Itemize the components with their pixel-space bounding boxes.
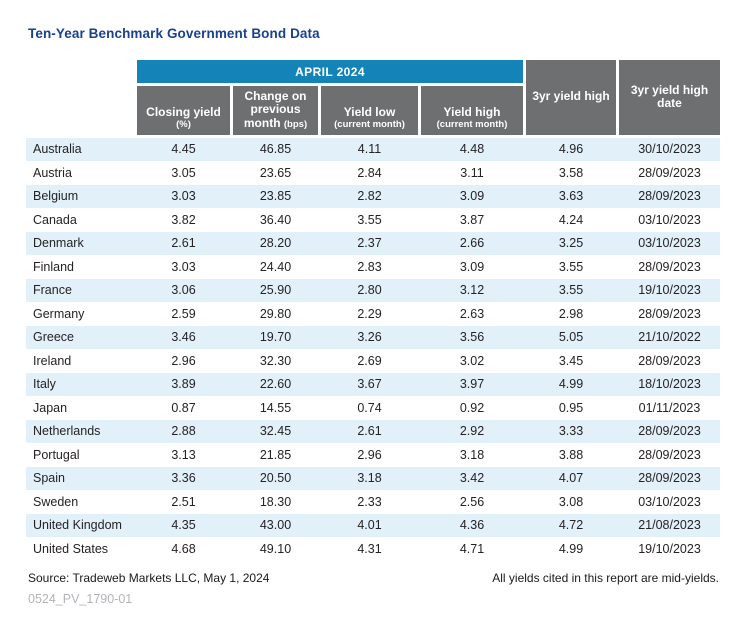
- column-header-sublabel: (current month): [436, 119, 508, 130]
- value-cell: 32.45: [259, 424, 292, 439]
- country-cell: Belgium: [33, 189, 79, 204]
- value-cell: 3.46: [171, 330, 196, 345]
- mid-yields-note: All yields cited in this report are mid-yields.: [492, 571, 719, 585]
- country-cell: Austria: [33, 166, 72, 181]
- value-cell: 03/10/2023: [638, 236, 701, 251]
- value-cell: 49.10: [259, 542, 292, 557]
- value-cell: 4.48: [459, 142, 485, 157]
- value-cell: 4.72: [558, 518, 584, 533]
- country-cell: Spain: [33, 471, 65, 486]
- table-row: [26, 232, 720, 256]
- value-cell: 2.69: [357, 354, 382, 369]
- value-cell: 3.03: [171, 189, 196, 204]
- table-row: [26, 279, 720, 303]
- value-cell: 3.09: [459, 260, 485, 275]
- value-cell: 3.02: [459, 354, 485, 369]
- value-cell: 3.06: [171, 283, 196, 298]
- value-cell: 19/10/2023: [638, 542, 701, 557]
- value-cell: 4.45: [171, 142, 196, 157]
- value-cell: 3.08: [558, 495, 584, 510]
- value-cell: 03/10/2023: [638, 213, 701, 228]
- value-cell: 2.59: [171, 307, 196, 322]
- value-cell: 4.36: [459, 518, 485, 533]
- column-header-closing-yield: [137, 86, 230, 135]
- value-cell: 3.26: [357, 330, 382, 345]
- value-cell: 4.11: [357, 142, 382, 157]
- value-cell: 3.45: [558, 354, 584, 369]
- value-cell: 3.25: [558, 236, 584, 251]
- country-cell: Italy: [33, 377, 56, 392]
- value-cell: 4.35: [171, 518, 196, 533]
- value-cell: 36.40: [259, 213, 292, 228]
- value-cell: 4.31: [357, 542, 382, 557]
- value-cell: 2.82: [357, 189, 382, 204]
- value-cell: 4.99: [558, 542, 584, 557]
- column-header-sublabel: (bps): [283, 118, 308, 130]
- value-cell: 23.85: [259, 189, 292, 204]
- value-cell: 2.37: [357, 236, 382, 251]
- table-row: [26, 162, 720, 186]
- value-cell: 3.09: [459, 189, 485, 204]
- value-cell: 3.42: [459, 471, 485, 486]
- value-cell: 3.88: [558, 448, 584, 463]
- value-cell: 28/09/2023: [638, 307, 701, 322]
- value-cell: 4.68: [171, 542, 196, 557]
- value-cell: 3.56: [459, 330, 485, 345]
- table-row: [26, 397, 720, 421]
- value-cell: 3.18: [357, 471, 382, 486]
- value-cell: 43.00: [259, 518, 292, 533]
- table-row: [26, 138, 720, 162]
- value-cell: 2.29: [357, 307, 382, 322]
- bond-data-table: [26, 60, 720, 561]
- value-cell: 20.50: [259, 471, 292, 486]
- value-cell: 0.92: [459, 401, 485, 416]
- value-cell: 28/09/2023: [638, 354, 701, 369]
- value-cell: 29.80: [259, 307, 292, 322]
- value-cell: 46.85: [259, 142, 292, 157]
- country-cell: Germany: [33, 307, 85, 322]
- value-cell: 2.61: [171, 236, 196, 251]
- table-header: [26, 60, 720, 135]
- column-header-label: 3yr yield high: [532, 89, 610, 104]
- country-cell: Ireland: [33, 354, 72, 369]
- table-row: [26, 491, 720, 515]
- value-cell: 3.55: [357, 213, 382, 228]
- value-cell: 25.90: [259, 283, 292, 298]
- value-cell: 4.07: [558, 471, 584, 486]
- page-title: Ten-Year Benchmark Government Bond Data: [28, 26, 320, 41]
- value-cell: 2.61: [357, 424, 382, 439]
- column-header-sublabel: (current month): [334, 119, 405, 130]
- value-cell: 2.56: [459, 495, 485, 510]
- value-cell: 21/08/2023: [638, 518, 701, 533]
- value-cell: 24.40: [259, 260, 292, 275]
- value-cell: 3.12: [459, 283, 485, 298]
- value-cell: 2.66: [459, 236, 485, 251]
- value-cell: 18.30: [259, 495, 292, 510]
- value-cell: 28.20: [259, 236, 292, 251]
- column-header-3yr-yield-high-date: [619, 60, 720, 135]
- country-cell: Australia: [33, 142, 82, 157]
- value-cell: 2.88: [171, 424, 196, 439]
- value-cell: 3.97: [459, 377, 485, 392]
- value-cell: 4.24: [558, 213, 584, 228]
- column-header-label: Yield high: [443, 104, 501, 119]
- value-cell: 14.55: [259, 401, 292, 416]
- value-cell: 2.96: [171, 354, 196, 369]
- value-cell: 3.89: [171, 377, 196, 392]
- value-cell: 4.01: [357, 518, 382, 533]
- value-cell: 30/10/2023: [638, 142, 701, 157]
- value-cell: 28/09/2023: [638, 424, 701, 439]
- country-cell: Canada: [33, 213, 77, 228]
- country-cell: United States: [33, 542, 109, 557]
- column-header-label: Yield low: [343, 104, 396, 119]
- column-header-yield-high: [421, 86, 523, 135]
- period-header-band: [137, 60, 523, 83]
- value-cell: 2.33: [357, 495, 382, 510]
- table-row: [26, 373, 720, 397]
- value-cell: 2.63: [459, 307, 485, 322]
- value-cell: 3.18: [459, 448, 485, 463]
- value-cell: 3.11: [460, 166, 484, 181]
- country-cell: United Kingdom: [33, 518, 122, 533]
- value-cell: 4.71: [459, 542, 485, 557]
- value-cell: 0.95: [558, 401, 584, 416]
- table-row: [26, 256, 720, 280]
- value-cell: 3.13: [171, 448, 196, 463]
- value-cell: 21.85: [259, 448, 292, 463]
- source-line: Source: Tradeweb Markets LLC, May 1, 2024: [28, 571, 270, 585]
- table-row: [26, 514, 720, 538]
- table-row: [26, 467, 720, 491]
- value-cell: 3.63: [558, 189, 584, 204]
- value-cell: 3.33: [558, 424, 584, 439]
- table-row: [26, 420, 720, 444]
- table-row: [26, 326, 720, 350]
- value-cell: 2.92: [459, 424, 485, 439]
- table-row: [26, 303, 720, 327]
- value-cell: 2.80: [357, 283, 382, 298]
- table-row: [26, 444, 720, 468]
- column-header-label: 3yr yield high date: [630, 82, 709, 110]
- country-cell: Japan: [33, 401, 68, 416]
- value-cell: 28/09/2023: [638, 448, 701, 463]
- document-code: 0524_PV_1790-01: [28, 592, 133, 606]
- value-cell: 28/09/2023: [638, 166, 701, 181]
- value-cell: 3.36: [171, 471, 196, 486]
- value-cell: 2.96: [357, 448, 382, 463]
- value-cell: 2.83: [357, 260, 382, 275]
- value-cell: 3.82: [171, 213, 196, 228]
- value-cell: 23.65: [259, 166, 292, 181]
- country-cell: Denmark: [33, 236, 84, 251]
- value-cell: 28/09/2023: [638, 189, 701, 204]
- value-cell: 03/10/2023: [638, 495, 701, 510]
- table-row: [26, 350, 720, 374]
- value-cell: 01/11/2023: [638, 401, 701, 416]
- country-cell: Sweden: [33, 495, 79, 510]
- value-cell: 3.67: [357, 377, 382, 392]
- value-cell: 19.70: [259, 330, 292, 345]
- value-cell: 3.58: [558, 166, 584, 181]
- value-cell: 4.99: [558, 377, 584, 392]
- column-header-3yr-yield-high: [526, 60, 616, 135]
- value-cell: 28/09/2023: [638, 260, 701, 275]
- value-cell: 22.60: [259, 377, 292, 392]
- value-cell: 2.84: [357, 166, 382, 181]
- value-cell: 3.87: [459, 213, 485, 228]
- table-row: [26, 209, 720, 233]
- column-header-label: Change on previous month (bps): [243, 88, 308, 130]
- value-cell: 5.05: [558, 330, 584, 345]
- table-row: [26, 185, 720, 209]
- table-body: [26, 138, 720, 561]
- column-header-change-on-previous-month: [233, 86, 318, 135]
- column-header-sublabel: (%): [176, 119, 191, 130]
- period-header-label: APRIL 2024: [295, 64, 365, 79]
- value-cell: 3.55: [558, 260, 584, 275]
- country-cell: Portugal: [33, 448, 80, 463]
- country-cell: Greece: [33, 330, 74, 345]
- value-cell: 21/10/2022: [638, 330, 701, 345]
- value-cell: 3.03: [171, 260, 196, 275]
- value-cell: 4.96: [558, 142, 584, 157]
- value-cell: 2.51: [171, 495, 196, 510]
- value-cell: 32.30: [259, 354, 292, 369]
- value-cell: 3.05: [171, 166, 196, 181]
- value-cell: 0.87: [171, 401, 196, 416]
- value-cell: 19/10/2023: [638, 283, 701, 298]
- column-header-label: Closing yield: [146, 104, 221, 119]
- country-cell: France: [33, 283, 72, 298]
- column-header-yield-low: [321, 86, 418, 135]
- value-cell: 2.98: [558, 307, 584, 322]
- value-cell: 3.55: [558, 283, 584, 298]
- country-cell: Netherlands: [33, 424, 101, 439]
- country-cell: Finland: [33, 260, 74, 275]
- table-row: [26, 538, 720, 562]
- value-cell: 18/10/2023: [638, 377, 701, 392]
- value-cell: 0.74: [357, 401, 382, 416]
- value-cell: 28/09/2023: [638, 471, 701, 486]
